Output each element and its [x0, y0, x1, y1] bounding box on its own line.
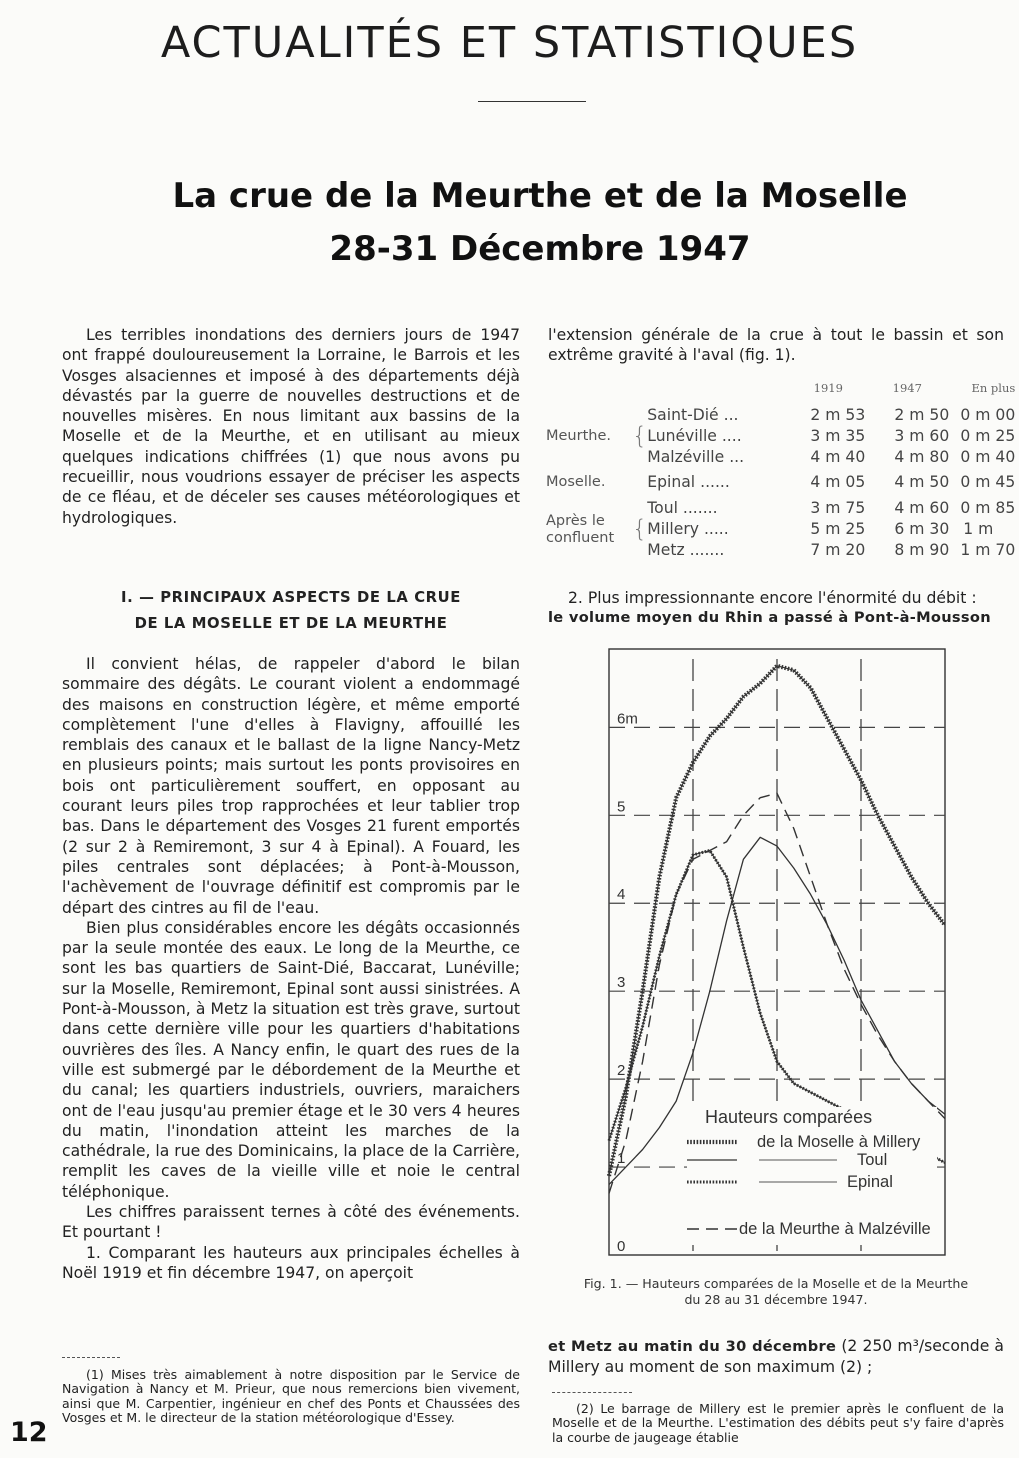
y-tick-label-0: 0 — [617, 1238, 626, 1255]
group-label-confluent — [546, 498, 632, 561]
value-1919: 3 m 75 — [810, 499, 866, 517]
left-body — [62, 654, 520, 1283]
value-1947: 3 m 60 — [894, 427, 950, 445]
y-tick-label-5: 5 — [617, 798, 626, 816]
page-number: 12 — [10, 1417, 48, 1448]
place-name: Malzéville — [647, 448, 725, 466]
right-column-top — [548, 325, 1004, 366]
intro-paragraph: Les terribles inondations des derniers jours de 1947 ont frappé douloureusement la Lorraine, le Barrois et les Vosges alsaciennes et imposé à des départements déjà dévastés par la guerre de nouvelles destructions et de nouvelles misères. En nous limitant aux bassins de la Moselle et de la Meurthe, et en utilisant au mieux quelques indications chiffrées (1) que nous avons pu recueillir, nous voudrions essayer de préciser les aspects de ce fléau, et de déceler ses causes météorologiques et hydrologiques. — [62, 326, 520, 527]
leader-dots: ... — [723, 406, 739, 424]
legend-label-malzeville: de la Meurthe à Malzéville — [739, 1220, 931, 1238]
place-name: Toul — [647, 499, 678, 517]
place-name: Lunéville — [647, 427, 717, 445]
value-1919: 2 m 53 — [810, 406, 866, 424]
brace: { — [632, 422, 648, 450]
title-rule — [478, 101, 586, 102]
leader-dots: ... — [729, 448, 745, 466]
value-1947: 6 m 30 — [894, 520, 950, 538]
paragraph-comparant: 1. Comparant les hauteurs aux principales échelles à Noël 1919 et fin décembre 1947, on aperçoit — [62, 1243, 520, 1282]
legend-title: Hauteurs comparées — [705, 1107, 873, 1127]
heights-table — [546, 377, 1015, 561]
y-tick-label-4: 4 — [617, 886, 626, 904]
legend-label-toul: Toul — [857, 1151, 888, 1169]
leader-dots: .... — [721, 427, 742, 445]
place-name: Epinal — [647, 473, 696, 491]
value-1919: 5 m 25 — [810, 520, 866, 538]
group-label-line2: confluent — [546, 529, 615, 546]
footnote-2 — [552, 1402, 1004, 1445]
value-en-plus: 0 m 85 — [960, 499, 1016, 517]
footnote-1-text: (1) Mises très aimablement à notre disposition par le Service de Navigation à Nancy et M. Prieur, que nous remercions bien vivement, ainsi que M. Carpentier, ingénieur en chef des Ponts et Chaussées des Vosges et M. le directeur de la station météorologique d'Essey. — [62, 1367, 520, 1425]
value-1919: 3 m 35 — [810, 427, 866, 445]
right-paragraph-debit-start: 2. Plus impressionnante encore l'énormité du débit : — [568, 589, 977, 607]
legend-label-epinal: Epinal — [847, 1173, 893, 1191]
value-en-plus: 1 m — [963, 520, 994, 538]
column-header-1947: 1947 — [892, 380, 922, 395]
value-en-plus: 0 m 00 — [960, 406, 1016, 424]
section-title: ACTUALITÉS ET STATISTIQUES — [160, 18, 859, 68]
footnote-rule-right — [552, 1392, 632, 1393]
group-label-meurthe: Meurthe. — [546, 428, 611, 444]
leader-dots: ...... — [700, 473, 730, 491]
group-label-moselle: Moselle. — [546, 474, 606, 490]
footnote-rule-left — [62, 1357, 120, 1358]
section1-heading-line2: DE LA MOSELLE ET DE LA MEURTHE — [134, 615, 448, 632]
paragraph-degats: Il convient hélas, de rappeler d'abord le bilan sommaire des dégâts. Le courant violent a endommagé des maisons en construction légère, et même emporté complètement l'une d'elles à Flavigny, affouillé les remblais des canaux et le ballast de la ligne Nancy-Metz en plusieurs points; mais surtout les ponts provisoires en bois ont particulièrement souffert, en opposant au courant leurs piles trop rapprochées et leur tablier trop bas. Dans le département des Vosges 21 furent emportés (2 sur 2 à Remiremont, 3 sur 4 à Epinal). A Fouard, les piles centrales sont déplacées; à Pont-à-Mousson, l'achèvement de l'ouvrage définitif est compromis par le départ des cintres au fil de l'eau. — [62, 655, 520, 917]
value-1947: 4 m 60 — [894, 499, 950, 517]
place-name: Millery — [647, 520, 699, 538]
flood-height-chart — [603, 645, 953, 1263]
y-tick-label-2: 2 — [617, 1062, 626, 1080]
value-en-plus: 0 m 40 — [960, 448, 1016, 466]
paragraph-montee: Bien plus considérables encore les dégâts occasionnés par la seule montée des eaux. Le long de la Meurthe, ce sont les bas quartiers de Saint-Dié, Baccarat, Lunéville; sur la Moselle, Remiremont, Epinal sont aussi sinistrées. A Pont-à-Mousson, à Metz la situation est très grave, surtout dans cette dernière ville pour les quartiers d'habitations ouvrières des îles. A Nancy enfin, le quart des rues de la ville est submergé par le débordement de la Meurthe et du canal; les quartiers industriels, ouvriers, maraichers ont de l'eau jusqu'au premier étage et le 30 vers 4 heures du matin, l'inondation atteint les marches de la cathédrale, la rue des Dominicains, la place de la Carrière, remplit les caves de la vieille ville et noie le central téléphonique. — [62, 918, 520, 1201]
group-label-line1: Après le — [546, 512, 605, 529]
figure-caption — [548, 1276, 1004, 1308]
place-name: Metz — [647, 541, 685, 559]
y-tick-label-3: 3 — [617, 974, 626, 992]
value-1947: 4 m 80 — [894, 448, 950, 466]
leader-dots: ....... — [682, 499, 718, 517]
value-en-plus: 0 m 45 — [960, 473, 1016, 491]
figure-caption-line2: du 28 au 31 décembre 1947. — [684, 1292, 868, 1307]
column-header-1919: 1919 — [813, 380, 843, 395]
right-paragraph-metz-rest: (2 250 m³/seconde à Millery au moment de son maximum (2) ; — [548, 1337, 1004, 1377]
y-tick-label-1: 1 — [617, 1150, 626, 1168]
leader-dots: ..... — [703, 520, 729, 538]
leader-dots: ....... — [689, 541, 725, 559]
left-column — [62, 325, 520, 528]
value-1947: 8 m 90 — [894, 541, 950, 559]
figure-caption-line1: Fig. 1. — Hauteurs comparées de la Moselle et de la Meurthe — [583, 1276, 969, 1291]
value-en-plus: 1 m 70 — [960, 541, 1016, 559]
value-1919: 4 m 40 — [810, 448, 866, 466]
y-tick-label-6: 6m — [617, 710, 638, 728]
table-row — [546, 498, 1015, 519]
legend-label-millery: de la Moselle à Millery — [757, 1133, 921, 1151]
column-header-en-plus: En plus — [971, 380, 1016, 395]
right-paragraph-metz — [548, 1336, 1004, 1378]
value-1947: 4 m 50 — [894, 473, 950, 491]
footnote-2-text: (2) Le barrage de Millery est le premier après le confluent de la Moselle et de la Meurthe. L'estimation des débits peut s'y faire d'après la courbe de jaugeage établie — [552, 1401, 1004, 1445]
value-en-plus: 0 m 25 — [960, 427, 1016, 445]
paragraph-chiffres: Les chiffres paraissent ternes à côté des événements. Et pourtant ! — [62, 1203, 520, 1242]
table-row — [546, 472, 1015, 493]
right-paragraph-metz-bold: et Metz au matin du 30 décembre — [548, 1338, 837, 1355]
footnote-1 — [62, 1368, 520, 1425]
right-paragraph-debit — [548, 588, 1004, 629]
section1-heading-line1: I. — PRINCIPAUX ASPECTS DE LA CRUE — [121, 589, 461, 606]
article-title-line1: La crue de la Meurthe et de la Moselle — [172, 176, 908, 216]
value-1947: 2 m 50 — [894, 406, 950, 424]
section1-heading — [62, 585, 520, 637]
place-name: Saint-Dié — [647, 406, 719, 424]
article-title-line2: 28-31 Décembre 1947 — [329, 229, 751, 269]
table-row — [546, 405, 1015, 426]
right-paragraph-extension: l'extension générale de la crue à tout le bassin et son extrême gravité à l'aval (fig. 1). — [548, 326, 1004, 365]
value-1919: 4 m 05 — [810, 473, 866, 491]
right-paragraph-debit-bold: le volume moyen du Rhin a passé à Pont-à-Mousson — [548, 609, 991, 627]
value-1919: 7 m 20 — [810, 541, 866, 559]
brace: { — [632, 515, 648, 543]
